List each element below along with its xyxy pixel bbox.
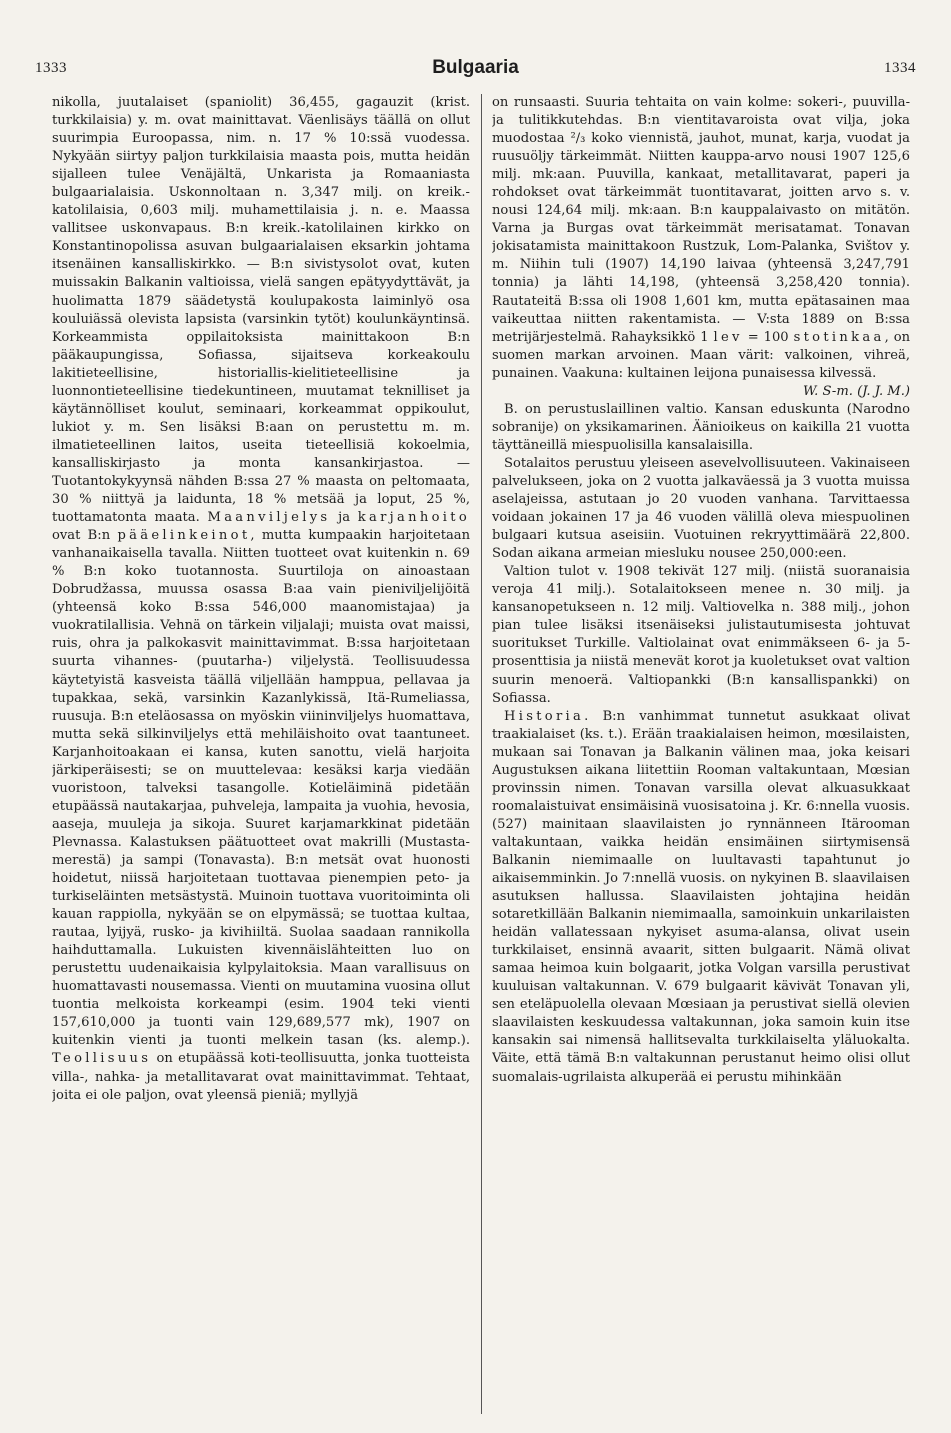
page-number-right: 1334: [884, 60, 916, 76]
spaced-term: pääelinkeinot: [117, 528, 251, 544]
right-column: [492, 94, 910, 1414]
paragraph: [492, 94, 910, 383]
text-columns: [52, 94, 932, 1414]
paragraph-text: ovat B:n: [52, 528, 118, 544]
paragraph: B. on perustuslaillinen valtio. Kansan eduskunta (Narodno sobranije) on yksikamarinen. Äänioikeus on kaikilla 21 vuotta täyttäneillä miespuolisilla kansalaisilla.: [492, 401, 910, 453]
spaced-term: Teollisuus: [52, 1051, 152, 1067]
paragraph-text: nikolla, juutalaiset (spaniolit) 36,455, gagauzit (krist. turkkilaisia) y. m. ovat mainittavat. Väenlisäys täällä on ollut suurimpia Euroopassa, nim. n. 17 % 10:ssä vuodessa. Nykyään siirtyy paljon turkkilaisia maasta pois, mutta heidän sijalleen tulee Venäjältä, Unkarista ja Romaaniasta bulgaarialaisia. Uskonnoltaan n. 3,347 milj. on kreik.-katolilaisia, 0,603 milj. muhamettilaisia j. n. e. Maassa vallitsee uskonvapaus. B:n kreik.-katolilainen kirkko on Konstantinopolissa asuvan bulgaarialaisen eksarkin johtama itsenäinen kansalliskirkko. — B:n sivistysolot ovat, kuten muissakin Balkanin valtioissa, vielä sangen epätyydyttävät, ja huolimatta 1879 säädetystä koulupakosta laiminlyö osa kouluiässä olevista lapsista (varsinkin tytöt) koulunkäyntinsä. Korkeammista oppilaitoksista mainittakoon B:n pääkaupungissa, Sofiassa, sijaitseva korkeakoulu lakitieteellisine, historiallis-kielitieteellisine ja luonnontieteellisine tiedekuntineen, muutamat teknilliset ja käytännölliset koulut, seminaari, korkeammat oppikoulut, lukiot y. m. Sen lisäksi B:aan on perustettu m. m. ilmatieteellinen laitos, useita tieteellisiä kokoelmia, kansalliskirjasto ja monta kansankirjastoa. — Tuotantokykyynsä nähden B:ssa 27 % maasta on peltomaata, 30 % niittyä ja laidunta, 18 % metsää ja loput, 25 %, tuottamatonta maata.: [52, 95, 470, 526]
paragraph-text: . B:n vanhimmat tunnetut asukkaat olivat traakialaiset (ks. t.). Erään traakialaisen heimon, mœsilaisten, mukaan sai Tonavan ja Balkanin välinen maa, joka keisari Augustuksen aikana liitettiin Rooman valtakuntaan, Mœsian provinssin nimen. Tonavan varsilla olevat alkuasukkaat roomalaistuivat ensimäisinä vuosisatoina j. Kr. 6:nnella vuosis. (527) mainitaan slaavilaisten jo rynnänneen Itärooman valtakuntaan, vaikka heidän ensimäinen siirtymisensä Balkanin niemimaalle on luultavasti tapahtunut jo aikaisemminkin. Jo 7:nnellä vuosis. on nykyinen B. slaavilaisen asutuksen hallussa. Slaavilaisten johtajina heidän sotaretkillään Balkanin niemimaalla, samoinkuin unkarilaisten heidän vallatessaan nykyiset asuma-alansa, olivat usein turkkilaiset, ensinnä avaarit, sitten bulgaarit. Nämä olivat samaa heimoa kuin bolgaarit, jotka Volgan varsilla perustivat kuuluisan valtakunnan. V. 679 bulgaarit kävivät Tonavan yli, sen eteläpuolella olevaan Mœsiaan ja perustivat siellä olevien slaavilaisten keskuudessa valtakunnan, joka samoin kuin itse kansakin sai nimensä hallitsevalta turkkilaiselta yläluokalta. Väite, että tämä B:n valtakunnan perustanut heimo olisi ollut suomalais-ugrilaista alkuperää ei perustu mihinkään: [492, 708, 910, 1085]
column-divider: [481, 94, 482, 1414]
paragraph: Sotalaitos perustuu yleiseen asevelvollisuuteen. Vakinaiseen palvelukseen, joka on 2 vuotta jalkaväessä ja 3 vuotta muissa aselajeissa, astutaan jo 20 vuoden vanhana. Tarvittaessa voidaan jokainen 17 ja 46 vuoden välillä oleva miespuolinen bulgaari kutsua aseisiin. Vuotuinen rekryyttimäärä 22,800. Sodan aikana armeian miesluku nousee 250,000:een.: [492, 455, 910, 562]
spaced-term: lev: [713, 329, 743, 345]
left-column: [52, 94, 470, 1414]
spaced-term: stotinkaa: [793, 329, 885, 345]
paragraph-text: on runsaasti. Suuria tehtaita on vain kolme: sokeri-, puuvilla- ja tulitikkutehdas. B:n vientitavaroista ovat vilja, joka muodostaa ²/₃ koko viennistä, jauhot, munat, karja, vuodat ja ruusuöljy tärkeimmät. Niitten kauppa-arvo nousi 1907 125,6 milj. mk:aan. Puuvilla, kankaat, metallitavarat, paperi ja rohdokset ovat tärkeimmät tuontitavarat, joitten arvo s. v. nousi 124,64 milj. mk:aan. B:n kauppalaivasto on mitätön. Varna ja Burgas ovat tärkeimmät merisatamat. Tonavan jokisatamista mainittakoon Rustzuk, Lom-Palanka, Svištov y. m. Niihin tuli (1907) 14,190 laivaa (yhteensä 3,247,791 tonnia) ja lähti 14,198, (yhteensä 3,258,420 tonnia). Rautateitä B:ssa oli 1908 1,601 km, mutta epätasainen maa vaikeuttaa niitten rakentamista. — V:sta 1889 on B:ssa metrijärjestelmä. Rahayksikkö: [492, 95, 910, 345]
paragraph-text: 1: [700, 329, 714, 345]
paragraph: Valtion tulot v. 1908 tekivät 127 milj. (niistä suoranaisia veroja 41 milj.). Sotalaitokseen menee n. 30 milj. ja kansanopetukseen n. 12 milj. Valtiovelka n. 388 milj., johon pian tulee lisäksi itsenäiseksi julistautumisesta johtuvat suoritukset Turkille. Valtiolainat ovat enimmäkseen 6- ja 5-prosenttisia ja niistä menevät korot ja kuoletukset ovat valtion suurin menoerä. Valtiopankki (B:n kansallispankki) on Sofiassa.: [492, 564, 910, 706]
spaced-term: karjanhoito: [357, 510, 470, 526]
signature-text: W. S-m. (J. J. M.): [802, 383, 910, 399]
paragraph-text: on etupäässä koti-teollisuutta, jonka tuotteista villa-, nahka- ja metallitavarat ovat mainittavimmat. Tehtaat, joita ei ole paljon, ovat yleensä pieniä; myllyjä: [52, 1051, 470, 1103]
page-header: [35, 57, 916, 86]
author-signature: [492, 383, 910, 401]
spaced-term: Maanviljelys: [207, 510, 331, 526]
paragraph: [492, 708, 910, 1087]
paragraph-text: , on suomen markan arvoinen. Maan värit: valkoinen, vihreä, punainen. Vaakuna: kultainen leijona punaisessa kilvessä.: [492, 329, 910, 381]
paragraph-text: = 100: [742, 329, 794, 345]
running-head-title: Bulgaaria: [432, 57, 519, 78]
spaced-term: Historia: [504, 708, 585, 724]
paragraph-text: ja: [330, 510, 358, 526]
paragraph-text: , mutta kumpaakin harjoitetaan vanhanaikaisella tavalla. Niitten tuotteet ovat kuitenkin n. 69 % B:n koko tuotannosta. Suurtiloja on ainoastaan Dobrudžassa, muussa osassa B:aa vain pieniviljelijöitä (yhteensä koko B:ssa 546,000 maanomistajaa) ja vuokratilallisia. Vehnä on tärkein viljalaji; muista ovat maissi, ruis, ohra ja palkokasvit mainittavimmat. B:ssa harjoitetaan suurta vihannes- (puutarha-) viljelystä. Teollisuudessa käytetyistä kasveista täällä viljellään hamppua, pellavaa ja tupakkaa, sekä, varsinkin Kazanlykissä, Itä-Rumeliassa, ruusuja. B:n eteläosassa on myöskin viininviljelys huomattava, mutta sekä silkinviljelys että mehiläishoito ovat taantuneet. Karjanhoitoakaan ei kansa, kuten sanottu, vielä harjoita järkiperäisesti; se on muuttelevaa: kesäksi karja viedään vuoristoon, talveksi tasangolle. Kotieläiminä pidetään etupäässä nautakarjaa, puhveleja, lampaita ja vuohia, hevosia, aaseja, muuleja ja sikoja. Suuret karjamarkkinat pidetään Plevnassa. Kalastuksen päätuotteet ovat makrilli (Mustasta-merestä) ja sampi (Tonavasta). B:n metsät ovat huonosti hoidetut, niissä harjoitetaan tuottavaa pienempien peto- ja turkiseläinten metsästystä. Muinoin tuottava vuoritoiminta oli kauan rappiolla, nykyään se on elpymässä; se tuottaa kultaa, rautaa, lyijyä, rusko- ja kivihiiltä. Suolaa saadaan rannikolla haihduttamalla. Lukuisten kivennäislähteitten luo on perustettu uudenaikaisia kylpylaitoksia. Maan varallisuus on huomattavasti nousemassa. Vienti on muutamina vuosina ollut tuontia melkoista korkeampi (esim. 1904 teki vienti 157,610,000 ja tuonti vain 129,689,577 mk), 1907 on kuitenkin vienti ja tuonti melkein tasan (ks. alemp.).: [52, 528, 470, 1049]
paragraph: [52, 94, 470, 1105]
page-number-left: 1333: [35, 60, 67, 76]
